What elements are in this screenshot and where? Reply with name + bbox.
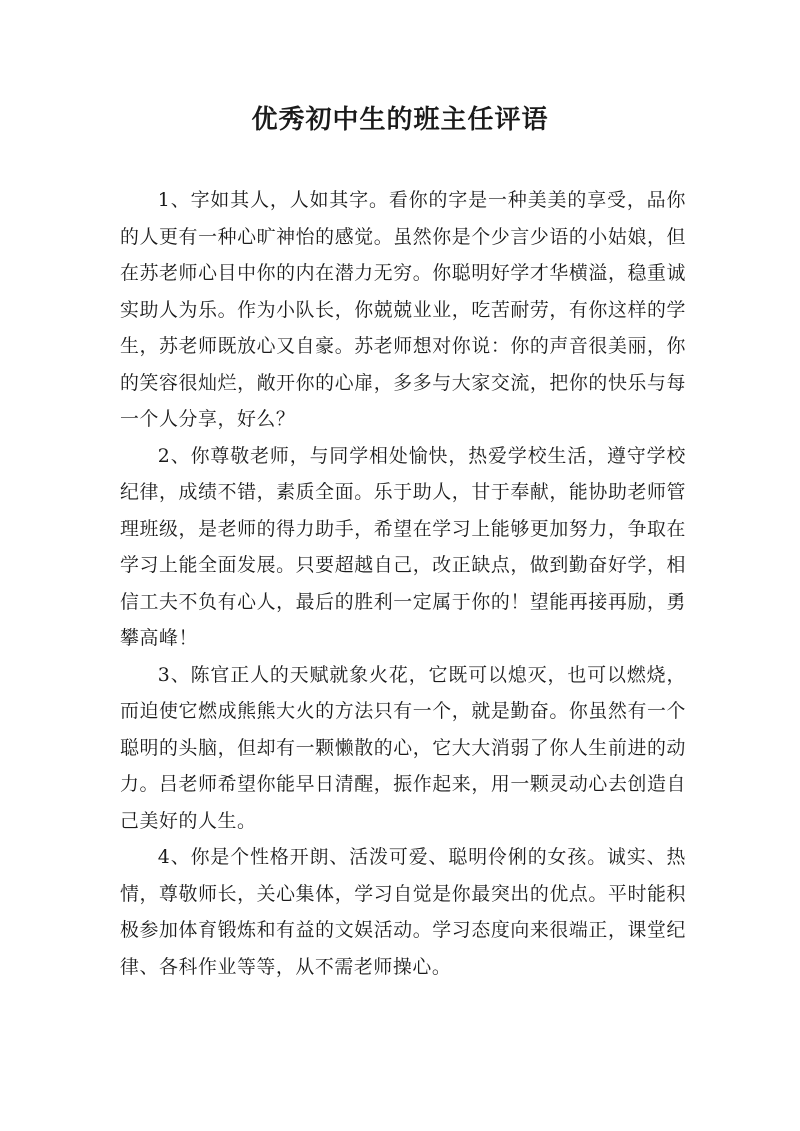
paragraph-3: 3、陈官正人的天赋就象火花，它既可以熄灭，也可以燃烧，而迫使它燃成熊熊大火的方法只有一个，就是勤奋。你虽然有一个聪明的头脑，但却有一颗懒散的心，它大大消弱了你人生前进的动力。吕老师希望你能早日清醒，振作起来，用一颗灵动心去创造自己美好的人生。 (120, 663, 686, 832)
document-body (120, 182, 686, 985)
paragraph-4: 4、你是个性格开朗、活泼可爱、聪明伶俐的女孩。诚实、热情，尊敬师长，关心集体，学习自觉是你最突出的优点。平时能积极参加体育锻炼和有益的文娱活动。学习态度向来很端正，课堂纪律、各科作业等等，从不需老师操心。 (120, 846, 686, 978)
paragraph-1: 1、字如其人，人如其字。看你的字是一种美美的享受，品你的人更有一种心旷神怡的感觉。虽然你是个少言少语的小姑娘，但在苏老师心目中你的内在潜力无穷。你聪明好学才华横溢，稳重诚实助人为乐。作为小队长，你兢兢业业，吃苦耐劳，有你这样的学生，苏老师既放心又自豪。苏老师想对你说：你的声音很美丽，你的笑容很灿烂，敞开你的心扉，多多与大家交流，把你的快乐与每一个人分享，好么？ (120, 189, 686, 430)
document-title: 优秀初中生的班主任评语 (251, 105, 549, 135)
paragraph-2: 2、你尊敬老师，与同学相处愉快，热爱学校生活，遵守学校纪律，成绩不错，素质全面。乐于助人，甘于奉献，能协助老师管理班级，是老师的得力助手，希望在学习上能够更加努力，争取在学习上能全面发展。只要超越自己，改正缺点，做到勤奋好学，相信工夫不负有心人，最后的胜利一定属于你的！望能再接再励，勇攀高峰！ (120, 444, 686, 649)
